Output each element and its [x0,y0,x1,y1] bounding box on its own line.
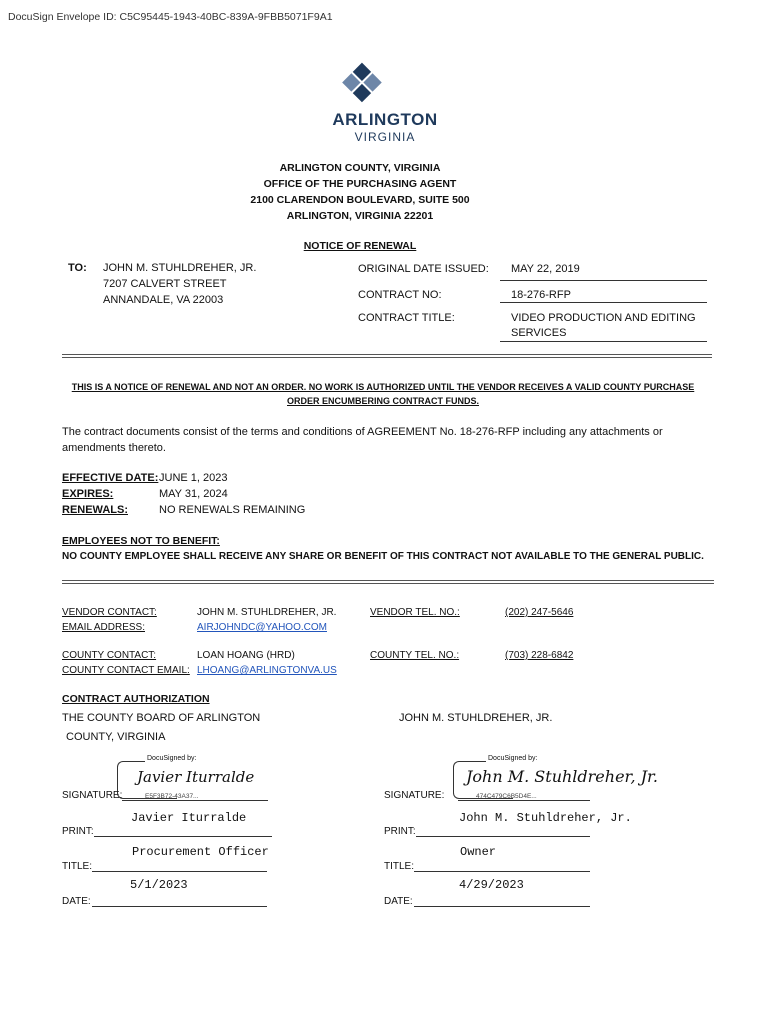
right-signature-label: SIGNATURE: [384,790,445,801]
to-city: ANNANDALE, VA 22003 [103,294,224,306]
header-line-4: ARLINGTON, VIRGINIA 22201 [286,210,434,222]
left-print-label: PRINT: [62,826,94,837]
right-signature-id: 474C479C6B5D4E... [476,793,537,800]
vendor-tel-label: VENDOR TEL. NO.: [370,607,460,618]
vendor-contact-label: VENDOR CONTACT: [62,607,157,618]
right-title-value: Owner [460,845,497,859]
left-signature-id: E5F3B72-43A37... [145,793,199,800]
contract-no-value: 18-276-RFP [511,289,571,301]
benefit-text: NO COUNTY EMPLOYEE SHALL RECEIVE ANY SHARE OR BENEFIT OF THIS CONTRACT NOT AVAILABLE TO THE GENERAL PUBLIC. [62,551,704,562]
right-print-value: John M. Stuhldreher, Jr. [459,811,632,825]
original-date-label: ORIGINAL DATE ISSUED: [358,263,489,275]
vendor-contact-value: JOHN M. STUHLDREHER, JR. [197,607,337,618]
effective-date-value: JUNE 1, 2023 [159,472,228,484]
benefit-title: EMPLOYEES NOT TO BENEFIT: [62,535,220,547]
renewals-value: NO RENEWALS REMAINING [159,504,306,516]
contract-title-value-2: SERVICES [511,327,567,339]
left-date-value: 5/1/2023 [130,878,188,892]
right-title-label: TITLE: [384,861,415,872]
right-date-value: 4/29/2023 [459,878,524,892]
logo-title: ARLINGTON [332,110,438,129]
effective-date-label: EFFECTIVE DATE: [62,472,159,484]
to-label: TO: [68,262,87,274]
left-date-label: DATE: [62,896,91,907]
right-print-label: PRINT: [384,826,416,837]
expires-value: MAY 31, 2024 [159,488,228,500]
logo-subtitle: VIRGINIA [354,130,416,144]
county-email-label: COUNTY CONTACT EMAIL: [62,665,190,676]
left-party-line-2: COUNTY, VIRGINIA [66,731,166,743]
left-title-label: TITLE: [62,861,93,872]
county-tel-value: (703) 228-6842 [505,650,574,661]
county-contact-value: LOAN HOANG (HRD) [197,650,295,661]
right-date-label: DATE: [384,896,413,907]
renewal-warning: THIS IS A NOTICE OF RENEWAL AND NOT AN ORDER. NO WORK IS AUTHORIZED UNTIL THE VENDOR RECEIVES A VALID COUNTY PURCHASE ORDER ENCUMBERING CONTRACT FUNDS. [71,382,695,406]
header-line-1: ARLINGTON COUNTY, VIRGINIA [279,162,441,174]
divider [62,580,714,584]
contract-title-value-1: VIDEO PRODUCTION AND EDITING [511,312,696,324]
contract-title-label: CONTRACT TITLE: [358,312,455,324]
right-party: JOHN M. STUHLDREHER, JR. [399,712,553,724]
authorization-title: CONTRACT AUTHORIZATION [62,693,210,705]
header-line-3: 2100 CLARENDON BOULEVARD, SUITE 500 [250,194,470,206]
to-name: JOHN M. STUHLDREHER, JR. [103,262,257,274]
email-label: EMAIL ADDRESS: [62,622,145,633]
right-signature: John M. Stuhldreher, Jr. [466,767,658,786]
contract-no-label: CONTRACT NO: [358,289,442,301]
left-signature-label: SIGNATURE: [62,790,123,801]
divider [62,354,712,358]
original-date-value: MAY 22, 2019 [511,263,580,275]
left-print-value: Javier Iturralde [131,811,247,825]
expires-label: EXPIRES: [62,488,114,500]
to-street: 7207 CALVERT STREET [103,278,227,290]
envelope-id: DocuSign Envelope ID: C5C95445-1943-40BC-839A-9FBB5071F9A1 [8,11,333,23]
docusigned-by-label: DocuSigned by: [147,755,197,762]
county-tel-label: COUNTY TEL. NO.: [370,650,460,661]
county-contact-label: COUNTY CONTACT: [62,650,157,661]
header-line-2: OFFICE OF THE PURCHASING AGENT [263,178,457,190]
contract-documents-text: The contract documents consist of the terms and conditions of AGREEMENT No. 18-276-RFP including any attachments or amendments thereto. [62,426,663,454]
renewals-label: RENEWALS: [62,504,128,516]
left-title-value: Procurement Officer [132,845,269,859]
notice-title: NOTICE OF RENEWAL [303,240,417,252]
left-signature: Javier Iturralde [137,768,255,786]
vendor-tel-value: (202) 247-5646 [505,607,574,618]
vendor-email-link[interactable]: AIRJOHNDC@YAHOO.COM [197,622,327,633]
docusigned-by-label: DocuSigned by: [488,755,538,762]
left-party-line-1: THE COUNTY BOARD OF ARLINGTON [62,712,261,724]
county-email-link[interactable]: LHOANG@ARLINGTONVA.US [197,665,337,676]
